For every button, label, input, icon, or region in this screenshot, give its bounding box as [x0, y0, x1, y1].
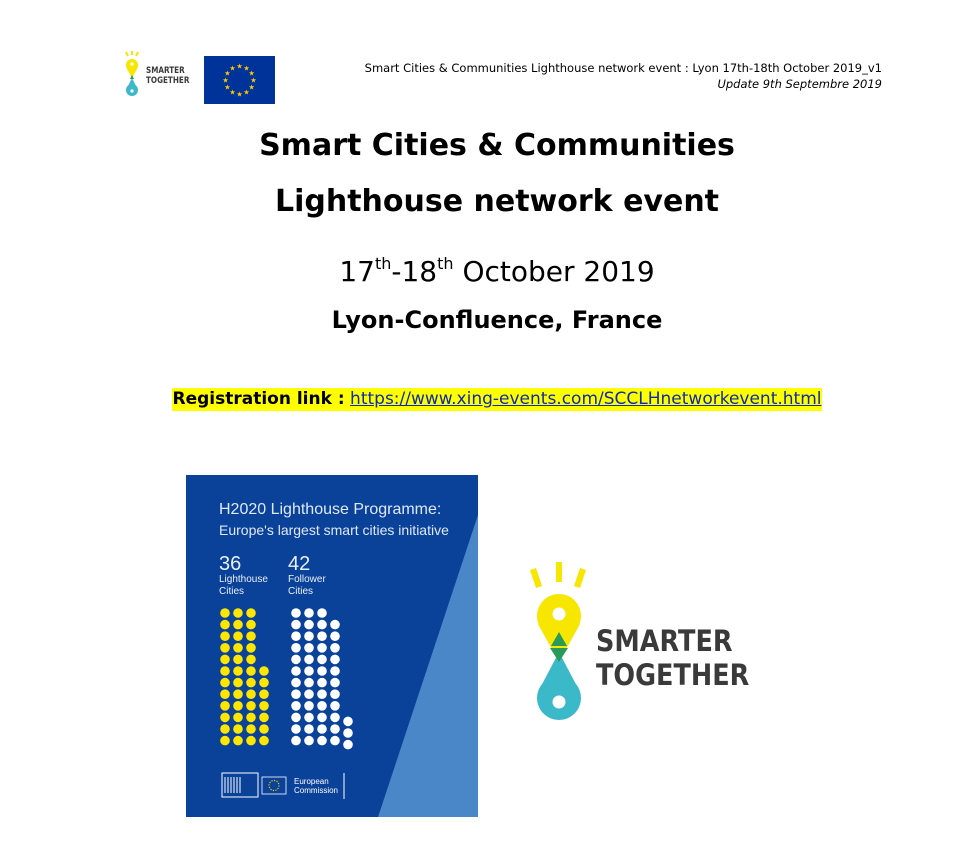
- lighthouse-dot: [233, 631, 243, 641]
- follower-dot: [304, 736, 314, 746]
- follower-dot: [330, 655, 340, 665]
- follower-dot: [304, 689, 314, 699]
- follower-dot: [343, 717, 353, 727]
- lighthouse-dot: [246, 689, 256, 699]
- brand-text: [596, 624, 749, 692]
- lighthouse-count: 36: [219, 553, 242, 575]
- follower-dot: [317, 620, 327, 630]
- eu-star-icon: ★: [243, 64, 250, 73]
- lighthouse-dot: [233, 724, 243, 734]
- header-text: [365, 60, 882, 92]
- eu-star-icon: ★: [222, 76, 229, 85]
- follower-dot: [317, 713, 327, 723]
- follower-dot: [304, 631, 314, 641]
- follower-dot: [317, 689, 327, 699]
- lighthouse-dot: [259, 701, 269, 711]
- eu-star-icon: ★: [224, 69, 231, 78]
- eu-star-icon: ★: [229, 64, 236, 73]
- follower-label: Follower Cities: [288, 574, 326, 597]
- lighthouse-stat: [219, 554, 279, 598]
- follower-dot: [330, 666, 340, 676]
- follower-dot: [291, 666, 301, 676]
- follower-dot: [330, 631, 340, 641]
- follower-dot: [291, 608, 301, 618]
- date-sup2: th: [437, 254, 454, 273]
- eu-star-icon: ★: [248, 83, 255, 92]
- date-day1: 17: [339, 255, 375, 288]
- poster-title: [219, 500, 449, 540]
- follower-dot: [317, 666, 327, 676]
- lighthouse-dot: [233, 608, 243, 618]
- lighthouse-dot: [246, 620, 256, 630]
- follower-dot: [291, 713, 301, 723]
- lighthouse-dot: [233, 736, 243, 746]
- lighthouse-dot: [246, 713, 256, 723]
- lighthouse-dot: [233, 678, 243, 688]
- poster-title-line2: Europe's largest smart cities initiative: [219, 522, 449, 538]
- title-line-1: Smart Cities & Communities: [259, 128, 735, 163]
- lighthouse-dot: [233, 689, 243, 699]
- follower-dot: [330, 620, 340, 630]
- brand-line2: TOGETHER: [596, 658, 750, 692]
- follower-dot: [317, 701, 327, 711]
- date-rest: October 2019: [453, 255, 655, 288]
- date-sep: -18: [391, 255, 438, 288]
- page-title: [0, 118, 954, 230]
- poster-accent-triangle: [378, 515, 478, 817]
- logo-green-overlap: [550, 648, 568, 662]
- lighthouse-dot: [246, 736, 256, 746]
- small-brand-line1: SMARTER: [146, 66, 185, 76]
- follower-dot: [291, 736, 301, 746]
- lighthouse-dot: [246, 724, 256, 734]
- lighthouse-dot: [246, 643, 256, 653]
- small-brand-text: [146, 66, 189, 86]
- lighthouse-dot: [259, 678, 269, 688]
- lighthouse-dot: [246, 608, 256, 618]
- follower-dot: [304, 643, 314, 653]
- lighthouse-dot: [220, 608, 230, 618]
- follower-dot: [304, 608, 314, 618]
- follower-stat: [288, 554, 348, 598]
- event-dates: [0, 252, 954, 292]
- eu-star-icon: ★: [236, 90, 243, 99]
- follower-dot: [330, 713, 340, 723]
- eu-stars-icon: [204, 56, 275, 104]
- registration-line: [0, 386, 954, 412]
- lighthouse-dot: [220, 631, 230, 641]
- poster-title-line1: H2020 Lighthouse Programme:: [219, 501, 442, 518]
- follower-dot: [291, 678, 301, 688]
- follower-dot: [343, 728, 353, 738]
- lighthouse-dot: [246, 631, 256, 641]
- follower-dot: [330, 736, 340, 746]
- lighthouse-dot: [233, 701, 243, 711]
- lighthouse-dot: [220, 643, 230, 653]
- date-sup1: th: [374, 254, 392, 273]
- follower-dot: [291, 724, 301, 734]
- lighthouse-dot: [220, 724, 230, 734]
- eu-flag-logo: [204, 56, 275, 104]
- follower-dot: [343, 740, 353, 750]
- lighthouse-dot: [220, 701, 230, 711]
- eu-star-icon: ★: [250, 76, 257, 85]
- follower-dot: [291, 689, 301, 699]
- event-location: Lyon-Confluence, France: [331, 306, 663, 334]
- follower-dot: [291, 620, 301, 630]
- follower-dot: [304, 666, 314, 676]
- follower-dot: [291, 655, 301, 665]
- follower-dot: [330, 689, 340, 699]
- lighthouse-dot: [259, 666, 269, 676]
- header-update-line: Update 9th Septembre 2019: [717, 77, 882, 91]
- lighthouse-dot: [259, 724, 269, 734]
- logo-ray-right: [574, 568, 586, 588]
- follower-dot: [291, 701, 301, 711]
- eu-star-icon: ★: [236, 62, 243, 71]
- follower-count: 42: [288, 553, 311, 575]
- eu-star-icon: ★: [224, 83, 231, 92]
- registration-label: Registration link :: [172, 389, 345, 409]
- lighthouse-dot: [246, 666, 256, 676]
- lighthouse-dot: [246, 655, 256, 665]
- lighthouse-dot: [233, 620, 243, 630]
- lighthouse-dot: [233, 643, 243, 653]
- eu-star-icon: ★: [248, 69, 255, 78]
- header-event-line: Smart Cities & Communities Lighthouse network event : Lyon 17th-18th October 2019_v1: [364, 61, 882, 75]
- follower-dot: [317, 736, 327, 746]
- follower-dot: [330, 724, 340, 734]
- follower-dot: [304, 701, 314, 711]
- lighthouse-dot: [220, 736, 230, 746]
- small-brand-line2: TOGETHER: [146, 76, 190, 86]
- lighthouse-dot: [220, 655, 230, 665]
- h2020-poster: [186, 475, 478, 817]
- lighthouse-dot: [220, 678, 230, 688]
- lighthouse-label: Lighthouse Cities: [219, 574, 268, 597]
- follower-dot: [304, 620, 314, 630]
- lighthouse-dot: [246, 678, 256, 688]
- follower-dot: [304, 713, 314, 723]
- lighthouse-dot: [220, 666, 230, 676]
- follower-dot: [304, 724, 314, 734]
- lighthouse-dot: [233, 713, 243, 723]
- follower-dot: [317, 608, 327, 618]
- follower-dot: [317, 643, 327, 653]
- registration-highlight: [172, 388, 821, 411]
- logo-ray-left: [530, 568, 542, 588]
- lighthouse-dot: [233, 666, 243, 676]
- lighthouse-dot: [259, 713, 269, 723]
- follower-dot: [330, 678, 340, 688]
- follower-dot: [291, 631, 301, 641]
- brand-line1: SMARTER: [596, 624, 733, 658]
- lighthouse-dot: [259, 736, 269, 746]
- lighthouse-dot: [246, 701, 256, 711]
- eu-star-icon: ★: [229, 88, 236, 97]
- follower-dot: [317, 678, 327, 688]
- follower-dot: [304, 655, 314, 665]
- follower-dot: [317, 655, 327, 665]
- follower-dot: [317, 724, 327, 734]
- follower-dot: [291, 643, 301, 653]
- follower-dot: [317, 631, 327, 641]
- european-commission-label: European Commission: [294, 777, 339, 795]
- registration-link[interactable]: https://www.xing-events.com/SCCLHnetworkevent.html: [350, 389, 822, 409]
- eu-star-icon: ★: [243, 88, 250, 97]
- follower-dot: [304, 678, 314, 688]
- follower-dot: [330, 643, 340, 653]
- lighthouse-dot: [259, 689, 269, 699]
- title-line-2: Lighthouse network event: [274, 184, 720, 219]
- lighthouse-dot: [220, 713, 230, 723]
- lighthouse-dot: [233, 655, 243, 665]
- follower-dot: [330, 701, 340, 711]
- lighthouse-dot: [220, 689, 230, 699]
- lighthouse-dot: [220, 620, 230, 630]
- logo-ray-middle: [556, 562, 562, 582]
